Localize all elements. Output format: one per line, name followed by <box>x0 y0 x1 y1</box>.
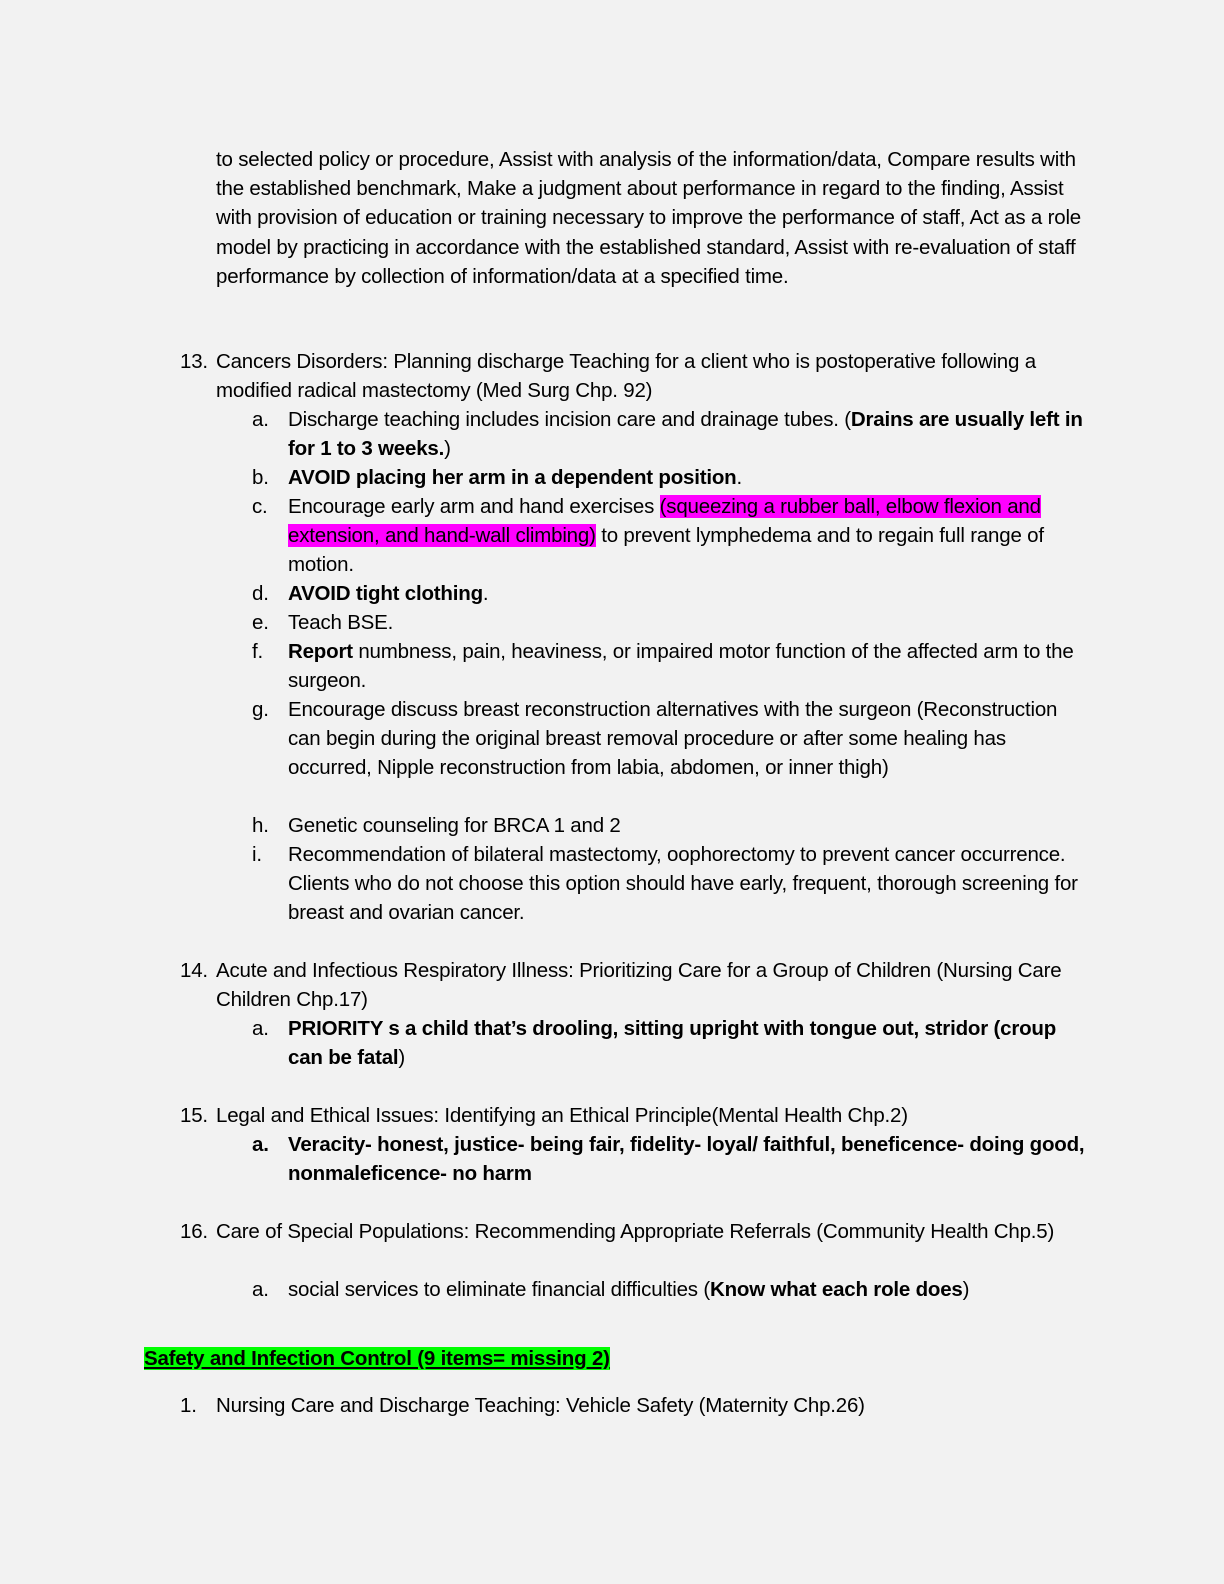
sub-item-13f <box>252 637 1088 695</box>
sub-item-14a <box>252 1014 1088 1072</box>
sub-item-13g <box>252 695 1088 783</box>
sub-bold-text: Know what each role does <box>709 1278 963 1301</box>
sub-bold-text: AVOID placing her arm in a dependent position <box>288 466 737 489</box>
sub-text: Teach BSE. <box>288 611 394 634</box>
section-heading <box>144 1346 610 1372</box>
list-item-13 <box>180 347 1096 405</box>
item-title: Legal and Ethical Issues: Identifying an Ethical Principle(Mental Health Chp.2) <box>216 1104 908 1127</box>
sub-bold-text: Report <box>288 640 353 663</box>
sub-text: Discharge teaching includes incision care and drainage tubes. ( <box>288 408 851 431</box>
item-number: 16. <box>180 1220 208 1243</box>
sub-item-15a <box>252 1130 1088 1188</box>
sub-letter: c. <box>252 495 268 518</box>
list-item-15 <box>180 1101 1096 1130</box>
sub-bold-text: PRIORITY s a child that’s drooling, sitting upright with tongue out, stridor (croup can be fatal <box>288 1017 1057 1070</box>
sub-letter: a. <box>252 408 269 431</box>
sub-letter: e. <box>252 611 269 634</box>
sub-text: Encourage early arm and hand exercises <box>288 495 660 518</box>
sub-letter: a. <box>252 1133 269 1156</box>
item-number: 14. <box>180 959 208 982</box>
sub-letter: a. <box>252 1278 269 1301</box>
section-heading-text: Safety and Infection Control (9 items= missing 2) <box>144 1347 610 1370</box>
continuation-paragraph: to selected policy or procedure, Assist with analysis of the information/data, Compare results with the established benchmark, Make a judgment about performance in regard to the finding, Assist with provision of education or training necessary to improve the performance of staff, Act as a role model by practicing in accordance with the established standard, Assist with re-evaluation of staff performance by collection of information/data at a specified time. <box>216 148 1081 288</box>
item-number: 1. <box>180 1394 197 1417</box>
sub-letter: i. <box>252 843 262 866</box>
sub-item-13i <box>252 840 1088 928</box>
sub-item-13b <box>252 463 1088 492</box>
item-title: Nursing Care and Discharge Teaching: Vehicle Safety (Maternity Chp.26) <box>216 1394 865 1417</box>
sub-item-13a <box>252 405 1088 463</box>
highlighted-text: (squeezing a rubber ball, elbow flexion and extension, and hand-wall climbing) <box>288 495 1041 548</box>
item-number: 13. <box>180 350 208 373</box>
list-item-14 <box>180 956 1096 1014</box>
sub-letter: d. <box>252 582 269 605</box>
sub-text: . <box>482 582 489 605</box>
sub-bold-text: AVOID tight clothing <box>288 582 483 605</box>
sub-text: Genetic counseling for BRCA 1 and 2 <box>288 814 621 837</box>
sub-letter: b. <box>252 466 269 489</box>
sub-letter: h. <box>252 814 269 837</box>
item-title: Cancers Disorders: Planning discharge Teaching for a client who is postoperative following a modified radical mastectomy (Med Surg Chp. 92) <box>216 350 1036 403</box>
sub-item-13c <box>252 492 1088 580</box>
sub-item-16a <box>252 1275 1088 1304</box>
list-item-s1 <box>180 1391 1096 1420</box>
sub-text: Encourage discuss breast reconstruction alternatives with the surgeon (Reconstruction can begin during the original breast removal procedure or after some healing has occurred, Nipple reconstruction from labia, abdomen, or inner thigh) <box>288 698 1058 780</box>
sub-item-13e <box>252 608 1088 637</box>
sub-text: social services to eliminate financial difficulties ( <box>288 1278 710 1301</box>
sub-text: ) <box>444 437 451 461</box>
sub-bold-text: Veracity- honest, justice- being fair, fidelity- loyal/ faithful, beneficence- doing good, nonmaleficence- no harm <box>288 1133 1085 1186</box>
sub-letter: g. <box>252 698 269 721</box>
sub-item-13d <box>252 579 1088 608</box>
sub-letter: f. <box>252 640 263 663</box>
sub-text: . <box>736 466 743 489</box>
sub-text: ) <box>962 1278 970 1301</box>
sub-text: numbness, pain, heaviness, or impaired motor function of the affected arm to the surgeon. <box>288 640 1074 693</box>
list-item-16 <box>180 1217 1096 1246</box>
item-number: 15. <box>180 1104 208 1127</box>
sub-text: to prevent lymphedema and to regain full range of motion. <box>288 524 1044 577</box>
sub-bold-text: Drains are usually left in for 1 to 3 weeks. <box>288 408 1083 461</box>
sub-text: ) <box>398 1046 406 1070</box>
item-title: Care of Special Populations: Recommending Appropriate Referrals (Community Health Chp.5) <box>216 1220 1055 1243</box>
sub-item-13h <box>252 811 1088 840</box>
sub-text: Recommendation of bilateral mastectomy, oophorectomy to prevent cancer occurrence. Clients who do not choose this option should have early, frequent, thorough screening for breast and ovarian cancer. <box>288 843 1078 925</box>
item-title: Acute and Infectious Respiratory Illness: Prioritizing Care for a Group of Children (Nursing Care Children Chp.17) <box>216 959 1062 1012</box>
sub-letter: a. <box>252 1017 269 1040</box>
